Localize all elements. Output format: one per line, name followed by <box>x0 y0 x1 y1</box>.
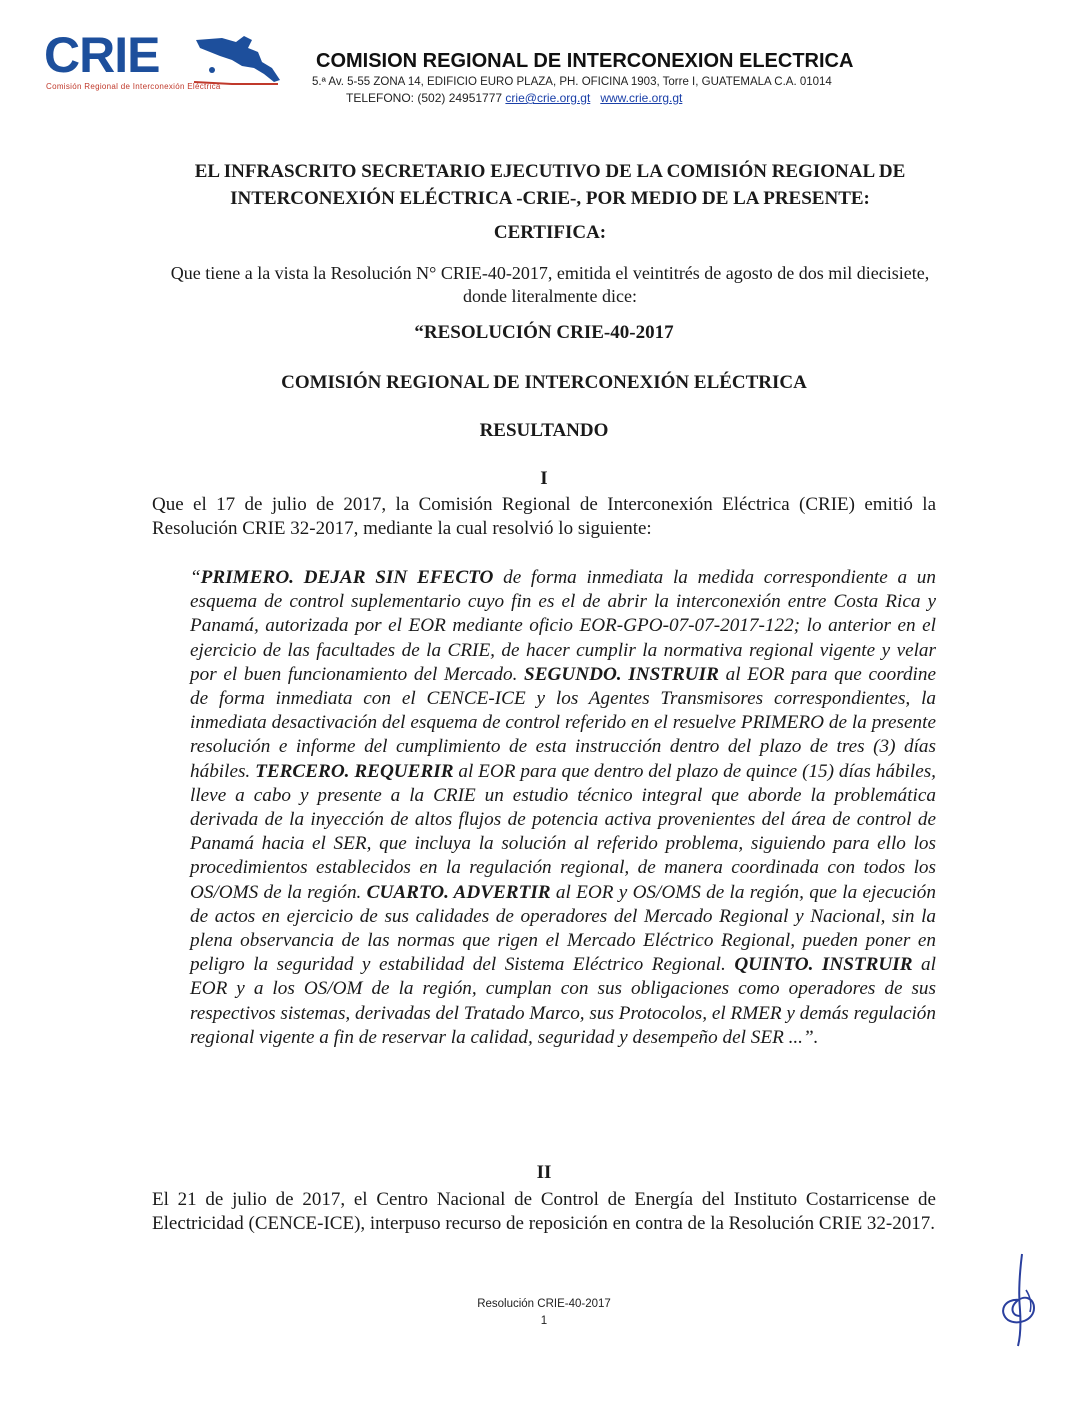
email-link[interactable]: crie@crie.org.gt <box>505 91 591 105</box>
section-2-paragraph: El 21 de julio de 2017, el Centro Nacional de Control de Energía del Instituto Costarricense de Electricidad (CENCE-ICE), interpuso recurso de reposición en contra de la Resolución CRIE 32-2017. <box>152 1189 936 1234</box>
section-number-2: II <box>536 1162 552 1183</box>
crie-logo <box>44 27 276 94</box>
quote-primero-text: de forma inmediata la medida correspondiente a un esquema de control suplementario cuyo fin es el de abrir la interconexión entre Costa Rica y Panamá, autorizada por el EOR mediante oficio EOR-GPO-07-07-2017-122; lo anterior en el ejercicio de las facultades de la CRIE, de hacer cumplir la normativa regional vigente y velar por el buen funcionamiento del Mercado. <box>190 567 936 685</box>
footer-resolution-label: Resolución CRIE-40-2017 <box>477 1298 611 1310</box>
organization-address: 5.ª Av. 5-55 ZONA 14, EDIFICIO EURO PLAZA, PH. OFICINA 1903, Torre I, GUATEMALA C.A. 01014 <box>312 76 832 88</box>
resultando-heading: RESULTANDO <box>479 420 609 441</box>
certifier-heading: EL INFRASCRITO SECRETARIO EJECUTIVO DE LA COMISIÓN REGIONAL DE INTERCONEXIÓN ELÉCTRICA -CRIE-, POR MEDIO DE LA PRESENTE: <box>194 161 906 209</box>
central-america-map-icon <box>192 32 284 88</box>
quote-segundo-label: SEGUNDO. INSTRUIR <box>524 663 719 685</box>
intro-paragraph: Que tiene a la vista la Resolución N° CRIE-40-2017, emitida el veintitrés de agosto de dos mil diecisiete, donde literalmente dice: <box>170 263 930 306</box>
quote-tercero-text: al EOR para que dentro del plazo de quince (15) días hábiles, lleve a cabo y presente a la CRIE un estudio técnico integral que aborde la problemática derivada de la inyección de altos flujos de potencia activa provenientes del área de control de Panamá hacia el SER, que incluya la solución al referido problema, siguiendo para ello los procedimientos establecidos en la regulación regional, de manera coordinada con todos los OS/OMS de la región. <box>190 760 936 903</box>
resolution-title: “RESOLUCIÓN CRIE-40-2017 <box>414 322 674 343</box>
quote-quinto-label: QUINTO. INSTRUIR <box>734 954 913 976</box>
quote-quinto-text: al EOR y a los OS/OM de la región, cumplan con sus obligaciones como operadores de sus respectivos sistemas, derivadas del Tratado Marco, sus Protocolos, el RMER y demás regulación regional vigente a fin de reservar la calidad, seguridad y desempeño del SER ...”. <box>190 954 936 1048</box>
certifica-heading: CERTIFICA: <box>493 222 607 243</box>
quote-segundo-text: al EOR para que coordine de forma inmediata con el CENCE-ICE y los Agentes Transmisores correspondientes, la inmediata desactivación del esquema de control referido en el resuelve PRIMERO de la presente resolución e informe del cumplimiento de esta instrucción dentro del plazo de tres (3) días hábiles. <box>190 663 936 782</box>
quote-cuarto-label: CUARTO. ADVERTIR <box>366 881 551 903</box>
section-1-paragraph: Que el 17 de julio de 2017, la Comisión Regional de Interconexión Eléctrica (CRIE) emitió la Resolución CRIE 32-2017, mediante la cual resolvió lo siguiente: <box>152 494 936 539</box>
quote-open: “ <box>190 567 201 588</box>
organization-name: COMISION REGIONAL DE INTERCONEXION ELECTRICA <box>316 50 854 72</box>
website-link[interactable]: www.crie.org.gt <box>600 91 683 105</box>
quoted-resolution <box>190 566 936 1050</box>
quote-cuarto-text: al EOR y OS/OMS de la región, que la ejecución de actos en ejercicio de sus calidades de operadores del Mercado Regional y Nacional, sin la plena observancia de las normas que rigen el Mercado Eléctrico Regional, pueden poner en peligro la seguridad y estabilidad del Sistema Eléctrico Regional. <box>190 881 936 976</box>
commission-heading: COMISIÓN REGIONAL DE INTERCONEXIÓN ELÉCTRICA <box>281 372 807 393</box>
handwritten-initials-signature <box>990 1250 1050 1350</box>
organization-contact <box>346 91 682 105</box>
quote-primero-label: PRIMERO. DEJAR SIN EFECTO <box>200 567 494 588</box>
page-number: 1 <box>540 1315 548 1327</box>
logo-wordmark: CRIE <box>44 27 160 83</box>
section-number-1: I <box>540 468 548 489</box>
phone-label: TELEFONO: (502) 24951777 <box>346 91 506 105</box>
quote-tercero-label: TERCERO. REQUERIR <box>255 760 454 782</box>
logo-subtitle: Comisión Regional de Interconexión Eléctrica <box>46 82 221 91</box>
